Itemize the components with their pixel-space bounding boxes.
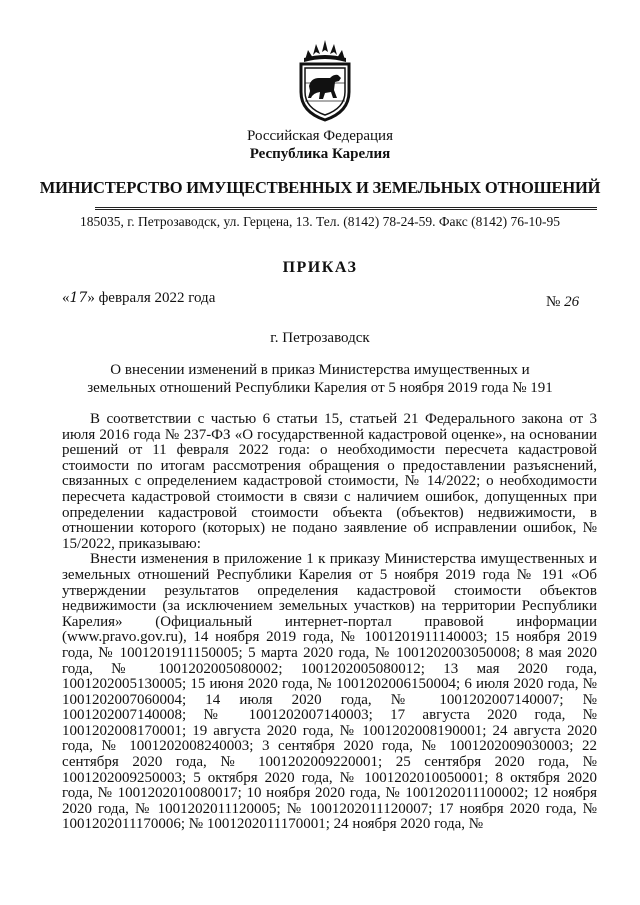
order-body (62, 412, 597, 833)
order-subject: О внесении изменений в приказ Министерства имущественных и земельных отношений Республики Карелия от 5 ноября 2019 года № 191 (87, 362, 553, 396)
number-prefix: № (546, 294, 565, 310)
paragraph-amendment: Внести изменения в приложение 1 к приказу Министерства имущественных и земельных отношений Республики Карелия от 5 ноября 2019 года № 191 «Об утверждении результатов определения кадастровой стоимости объектов недвижимости (за исключением земельных участков) на территории Республики Карелия» (Официальный интернет-портал правовой информации (www.pravo.gov.ru), 14 ноября 2019 года, № 1001201911140003; 15 ноября 2019 года, № 1001201911150005; 5 марта 2020 года, № 1001202003050008; 8 мая 2020 года, № 1001202005080002; 1001202005080012; 13 мая 2020 года, 1001202005130005; 15 июня 2020 года, № 1001202006150004; 6 июля 2020 года, № 1001202007060004; 14 июля 2020 года, № 1001202007140007; № 1001202007140008; № 1001202007140003; 17 августа 2020 года, № 1001202008170001; 19 августа 2020 года, № 1001202008190001; 24 августа 2020 года, № 1001202008240003; 3 сентября 2020 года, № 1001202009030003; 22 сентября 2020 года, № 1001202009220001; 25 сентября 2020 года, № 1001202009250003; 5 октября 2020 года, № 1001202010050001; 8 октября 2020 года, № 1001202010080017; 10 ноября 2020 года, № 1001202011100002; 12 ноября 2020 года, № 1001202011120005; № 1001202011120007; 17 ноября 2020 года, № 1001202011170006; № 1001202011170001; 24 ноября 2020 года, № (62, 551, 597, 833)
date-month-year: февраля 2022 года (94, 290, 216, 306)
karelia-coat-of-arms-icon (294, 38, 356, 122)
document-type-title: ПРИКАЗ (282, 259, 358, 276)
header-divider (95, 207, 597, 208)
date-close-quote: » (87, 290, 95, 306)
republic-name: Республика Карелия (249, 146, 391, 162)
header-divider-thin (95, 209, 597, 210)
handwritten-day: 17 (69, 290, 88, 306)
country-name: Российская Федерация (247, 128, 393, 144)
paragraph-preamble: В соответствии с частью 6 статьи 15, статьей 21 Федерального закона от 3 июля 2016 года № 237-ФЗ «О государственной кадастровой оценке», на основании решений от 11 февраля 2022 года: о необходимости пересчета кадастровой стоимости по итогам рассмотрения обращения о предоставлении разъяснений, связанных с определением кадастровой стоимости, № 14/2022; о необходимости пересчета кадастровой стоимости в связи с наличием ошибок, допущенных при определении кадастровой стоимости объекта (объектов) недвижимости, в отношении которого (которых) не подано заявление об исправлении ошибок, № 15/2022, приказываю: (62, 411, 597, 552)
ministry-name: МИНИСТЕРСТВО ИМУЩЕСТВЕННЫХ И ЗЕМЕЛЬНЫХ ОТНОШЕНИЙ (39, 178, 601, 197)
order-city: г. Петрозаводск (270, 330, 370, 346)
handwritten-number: 26 (564, 294, 580, 310)
ministry-address: 185035, г. Петрозаводск, ул. Герцена, 13. Тел. (8142) 78-24-59. Факс (8142) 76-10-95 (80, 214, 560, 229)
order-date (62, 290, 215, 307)
date-open-quote: « (62, 290, 70, 306)
order-number (546, 294, 579, 311)
